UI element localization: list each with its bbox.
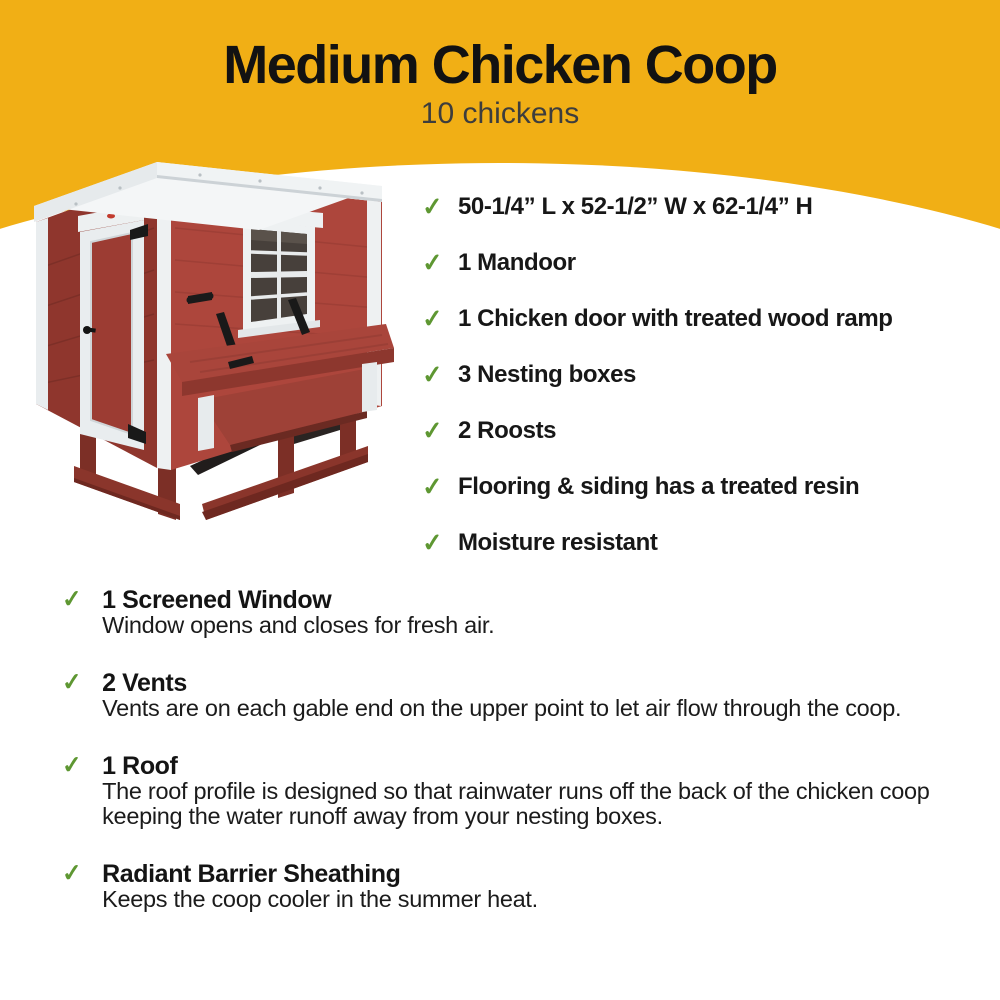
check-icon: ✓	[421, 304, 444, 334]
feature-list	[422, 194, 893, 586]
check-icon: ✓	[421, 248, 444, 278]
feature-body	[102, 587, 932, 638]
feature-body	[102, 753, 932, 829]
chicken-coop-image	[28, 148, 452, 552]
feature-label: 2 Roosts	[457, 417, 557, 444]
feature-group	[62, 753, 940, 829]
feature-item	[422, 250, 893, 276]
feature-label: Moisture resistant	[457, 529, 658, 556]
feature-group	[62, 670, 940, 721]
check-icon: ✓	[421, 360, 444, 390]
feature-group	[62, 587, 940, 638]
feature-label: Flooring & siding has a treated resin	[457, 473, 860, 500]
feature-label: 50-1/4” L x 52-1/2” W x 62-1/4” H	[457, 193, 813, 220]
feature-label: 1 Mandoor	[457, 249, 576, 276]
feature-title: 1 Roof	[102, 752, 178, 780]
feature-body	[102, 670, 932, 721]
feature-title: Radiant Barrier Sheathing	[102, 860, 401, 888]
check-icon: ✓	[421, 416, 444, 446]
feature-group	[62, 861, 940, 912]
check-icon: ✓	[61, 751, 83, 780]
check-icon: ✓	[61, 859, 83, 888]
feature-description: The roof profile is designed so that rainwater runs off the back of the chicken coop keeping the water runoff away from your nesting boxes.	[102, 778, 930, 829]
detailed-feature-list	[62, 587, 940, 944]
feature-item	[422, 306, 893, 332]
check-icon: ✓	[61, 668, 83, 697]
feature-label: 3 Nesting boxes	[457, 361, 637, 388]
feature-label: 1 Chicken door with treated wood ramp	[457, 305, 893, 332]
check-icon: ✓	[421, 528, 444, 558]
feature-item	[422, 194, 893, 220]
check-icon: ✓	[421, 472, 444, 502]
feature-description: Window opens and closes for fresh air.	[102, 612, 495, 638]
feature-item	[422, 418, 893, 444]
feature-description: Keeps the coop cooler in the summer heat.	[102, 886, 538, 912]
feature-body	[102, 861, 932, 912]
feature-description: Vents are on each gable end on the upper point to let air flow through the coop.	[102, 695, 902, 721]
feature-item	[422, 362, 893, 388]
check-icon: ✓	[421, 192, 444, 222]
feature-item	[422, 474, 893, 500]
feature-item	[422, 530, 893, 556]
page-subtitle: 10 chickens	[420, 97, 580, 130]
feature-title: 2 Vents	[102, 669, 187, 697]
feature-title: 1 Screened Window	[102, 586, 332, 614]
page-title: Medium Chicken Coop	[223, 35, 777, 95]
check-icon: ✓	[61, 585, 83, 614]
